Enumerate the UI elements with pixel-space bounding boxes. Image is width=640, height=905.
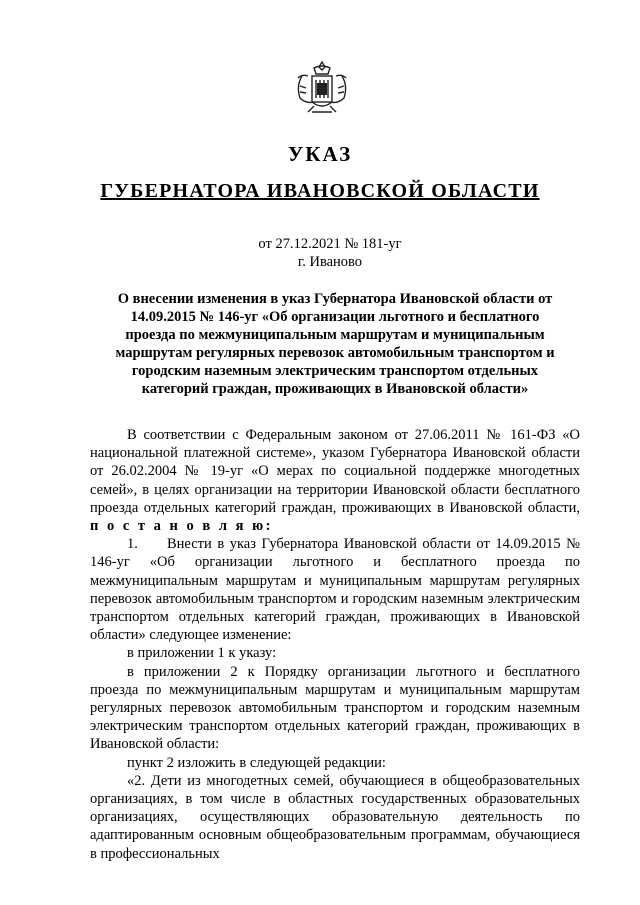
document-body [90,426,580,863]
coat-of-arms-icon [292,58,352,118]
issuer-title: ГУБЕРНАТОРА ИВАНОВСКОЙ ОБЛАСТИ [100,180,540,202]
point-2-line: пункт 2 изложить в следующей редакции: [127,754,386,771]
item-1-number: 1. [127,536,138,553]
item-1-paragraph: 1. Внести в указ Губернатора Ивановской области от 14.09.2015 № 146-уг «Об организации льготного и бесплатного проезда по межмуниципальным маршрутам и муниципальным маршрутам регулярных перевозок автомобильным транспортом и городским наземным электрическим транспортом отдельных категорий граждан, проживающих в Ивановской области» следующее изменение: [90,536,580,644]
appendix-1-line: в приложении 1 к указу: [127,645,277,662]
preamble-paragraph: В соответствии с Федеральным законом от 27.06.2011 № 161-ФЗ «О национальной платежной системе», указом Губернатора Ивановской области от 26.02.2004 № 19-уг «О мерах по социальной поддержке многодетных семей», в целях организации на территории Ивановской области бесплатного проезда отдельных категорий граждан, проживающих в Ивановской области, п о с т а н о в л я ю: [90,427,580,535]
decree-word: п о с т а н о в л я ю: [90,518,273,535]
document-type-title: УКАЗ [287,142,353,166]
document-subject: О внесении изменения в указ Губернатора Ивановской области от 14.09.2015 № 146-уг «Об организации льготного и бесплатного проезда по межмуниципальным маршрутам и муниципальным маршрутам регулярных перевозок автомобильным транспортом и городским наземным электрическим транспортом отдельных категорий граждан, проживающих в Ивановской области» [115,291,555,397]
document-date-number: от 27.12.2021 № 181-уг [258,236,402,252]
quoted-point-2-paragraph: «2. Дети из многодетных семей, обучающиеся в общеобразовательных организациях, в том числе в областных государственных образовательных организациях, осуществляющих образовательную деятельность по адаптированным основным общеобразовательным программам, обучающиеся в профессиональных [90,772,580,862]
document-city: г. Иваново [297,254,363,270]
appendix-2-paragraph: в приложении 2 к Порядку организации льготного и бесплатного проезда по межмуниципальным маршрутам и муниципальным маршрутам регулярных перевозок автомобильным транспортом и городским наземным электрическим транспортом отдельных категорий граждан, проживающих в Ивановской области: [90,663,580,753]
